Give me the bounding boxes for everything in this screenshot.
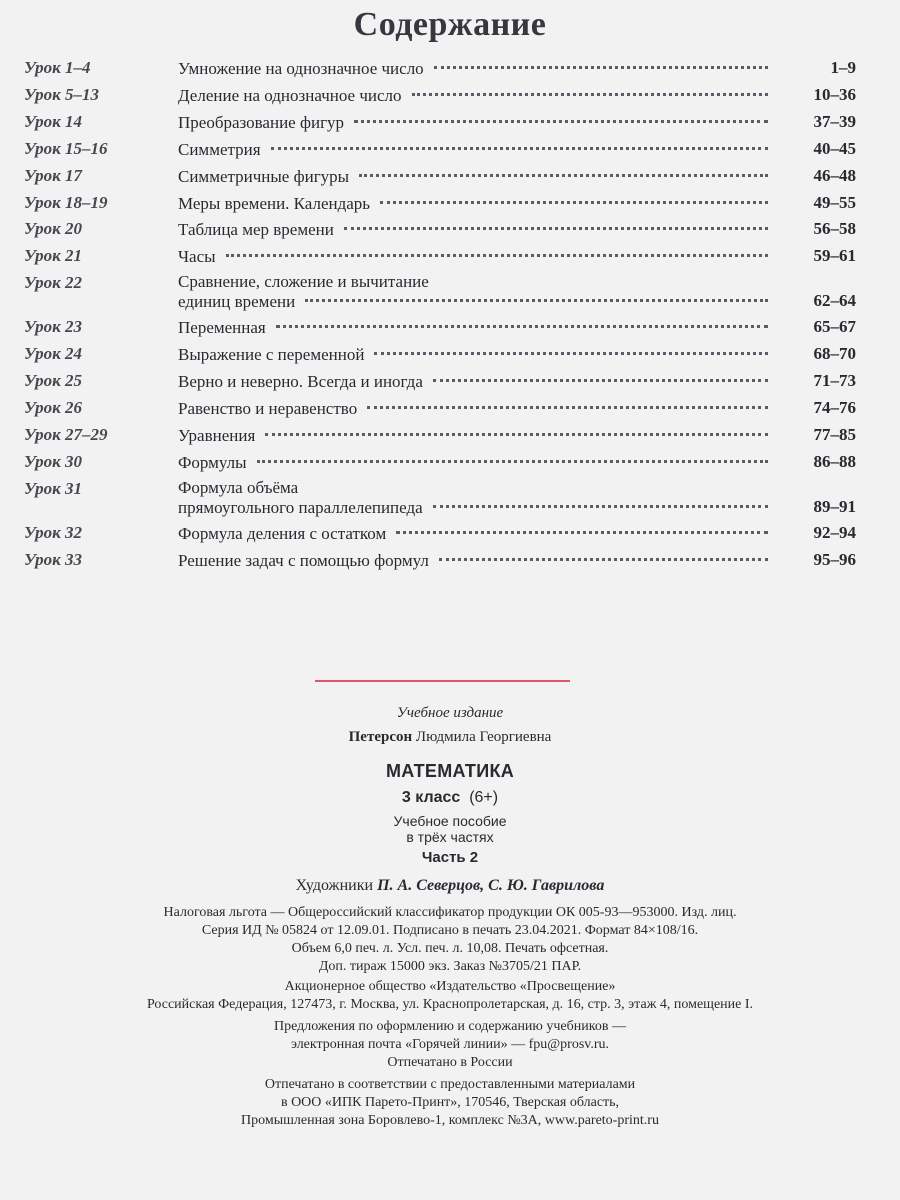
toc-topic (178, 58, 768, 80)
toc-topic-text: прямоугольного параллелепипеда (178, 497, 423, 517)
author-surname: Петерсон (348, 729, 413, 745)
toc-lesson: Урок 27–29 (24, 424, 108, 444)
toc-pages: 37–39 (813, 111, 856, 131)
toc-row (0, 477, 900, 517)
toc-row (0, 452, 900, 476)
toc-row (0, 398, 900, 422)
part-label: Часть 2 (421, 849, 479, 866)
toc-pages: 86–88 (813, 451, 856, 471)
toc-topic (178, 317, 768, 339)
toc-topic (178, 112, 768, 134)
imprint-line: Отпечатано в России (387, 1055, 513, 1070)
toc-topic-text: Симметрия (178, 139, 261, 159)
toc-pages: 1–9 (830, 58, 856, 77)
toc-lesson: Урок 22 (24, 273, 83, 293)
edition-type: Учебное издание (396, 705, 504, 721)
toc-topic (178, 523, 768, 545)
toc-leader-dots (305, 299, 768, 302)
toc-topic-line1: Сравнение, сложение и вычитание (178, 272, 429, 292)
toc-lesson: Урок 18–19 (24, 192, 108, 212)
toc-leader-dots (226, 254, 768, 257)
imprint-line: Объем 6,0 печ. л. Усл. печ. л. 10,08. Печать офсетная. (291, 941, 609, 956)
toc-pages: 40–45 (813, 138, 856, 158)
toc-leader-dots (439, 558, 768, 561)
toc-row (0, 371, 900, 395)
toc-leader-dots (359, 174, 768, 177)
toc-row (0, 246, 900, 270)
toc-pages: 49–55 (813, 192, 856, 212)
toc-pages: 89–91 (813, 496, 856, 516)
toc-leader-dots (354, 120, 768, 123)
toc-topic-text: Равенство и неравенство (178, 398, 358, 418)
toc-lesson: Урок 30 (24, 451, 83, 471)
toc-lesson: Урок 20 (24, 219, 83, 239)
toc-leader-dots (265, 433, 768, 436)
toc-lesson: Урок 17 (24, 165, 83, 185)
toc-pages: 65–67 (813, 317, 856, 337)
toc-lesson: Урок 15–16 (24, 138, 108, 158)
toc-topic (178, 425, 768, 447)
imprint-line: Российская Федерация, 127473, г. Москва, ул. Краснопролетарская, д. 16, стр. 3, этаж 4, помещение I. (146, 997, 754, 1012)
manual-type-line1: Учебное пособие (393, 813, 507, 829)
artists-names: П. А. Северцов, С. Ю. Гаврилова (377, 877, 605, 894)
toc-pages: 95–96 (813, 549, 856, 569)
toc-title: Содержание (353, 6, 547, 43)
author-name: Людмила Георгиевна (415, 729, 552, 745)
toc-pages: 92–94 (813, 522, 856, 542)
imprint-line: Серия ИД № 05824 от 12.09.01. Подписано в печать 23.04.2021. Формат 84×108/16. (201, 923, 699, 938)
toc-lesson: Урок 5–13 (24, 84, 100, 104)
toc-topic (178, 139, 768, 161)
artists-label: Художники (295, 877, 374, 894)
toc-pages: 10–36 (813, 84, 856, 104)
toc-topic-text: Переменная (178, 318, 266, 338)
toc-topic (178, 246, 768, 268)
toc-row (0, 166, 900, 190)
toc-row (0, 58, 900, 82)
toc-topic (178, 344, 768, 366)
author (0, 729, 900, 746)
toc-topic (178, 398, 768, 420)
imprint-line: Промышленная зона Боровлево-1, комплекс №3А, www.pareto-print.ru (241, 1113, 659, 1128)
toc-row (0, 425, 900, 449)
divider-rule (315, 680, 570, 682)
toc-lesson: Урок 32 (24, 522, 83, 542)
toc-topic-text: Меры времени. Календарь (178, 193, 371, 213)
imprint-line: Отпечатано в соответствии с предоставленными материалами (264, 1077, 636, 1092)
toc-pages: 62–64 (813, 291, 856, 311)
age-rating: (6+) (469, 789, 499, 806)
toc-topic (178, 273, 768, 313)
toc-topic-text: Уравнения (178, 425, 256, 445)
toc-leader-dots (271, 147, 768, 150)
toc-leader-dots (380, 201, 768, 204)
toc-topic (178, 193, 768, 215)
toc-topic-text: Деление на однозначное число (178, 85, 402, 105)
toc-topic-text: единиц времени (178, 292, 296, 312)
toc-row (0, 272, 900, 312)
toc-leader-dots (374, 352, 768, 355)
toc-topic-text: Симметричные фигуры (178, 166, 350, 186)
subject-title: МАТЕМАТИКА (385, 761, 515, 781)
toc-leader-dots (276, 325, 768, 328)
toc-lesson: Урок 24 (24, 344, 83, 364)
toc-topic (178, 219, 768, 241)
toc-pages: 77–85 (813, 424, 856, 444)
toc-row (0, 344, 900, 368)
toc-leader-dots (257, 460, 768, 463)
toc-topic-text: Верно и неверно. Всегда и иногда (178, 372, 423, 391)
toc-leader-dots (412, 93, 768, 96)
toc-lesson: Урок 21 (24, 246, 83, 266)
toc-lesson: Урок 23 (24, 317, 83, 337)
toc-topic-text: Таблица мер времени (178, 220, 334, 240)
toc-lesson: Урок 26 (24, 397, 83, 417)
imprint-line: Акционерное общество «Издательство «Просвещение» (284, 979, 616, 994)
toc-topic-text: Формула деления с остатком (178, 523, 387, 543)
toc-pages: 71–73 (813, 371, 856, 390)
artists (0, 877, 900, 895)
toc-pages: 46–48 (813, 165, 856, 185)
toc-row (0, 139, 900, 163)
toc-topic (178, 452, 768, 474)
toc-lesson: Урок 33 (24, 549, 83, 569)
toc-leader-dots (344, 227, 768, 230)
toc-row (0, 219, 900, 243)
toc-lesson: Урок 1–4 (24, 58, 91, 77)
toc-topic (178, 166, 768, 188)
toc-lesson: Урок 31 (24, 478, 83, 498)
toc-topic (178, 85, 768, 107)
toc-pages: 74–76 (813, 397, 856, 417)
toc-row (0, 85, 900, 109)
toc-lesson: Урок 25 (24, 371, 83, 390)
toc-topic-text: Умножение на однозначное число (178, 59, 424, 78)
toc-row (0, 523, 900, 547)
grade (0, 789, 900, 807)
toc-topic-text: Выражение с переменной (178, 345, 365, 365)
toc-leader-dots (433, 379, 768, 382)
toc-leader-dots (434, 66, 768, 69)
imprint-line: Предложения по оформлению и содержанию учебников — (274, 1019, 626, 1034)
toc-row (0, 193, 900, 217)
toc-topic-line1: Формула объёма (178, 477, 299, 497)
toc-topic (178, 550, 768, 572)
toc-topic (178, 371, 768, 393)
toc-leader-dots (433, 505, 768, 508)
toc-row (0, 550, 900, 574)
manual-type-line2: в трёх частях (406, 829, 494, 845)
toc-leader-dots (367, 406, 768, 409)
toc-row (0, 317, 900, 341)
toc-topic-text: Преобразование фигур (178, 112, 345, 132)
toc-topic-text: Формулы (178, 452, 247, 472)
imprint-line: в ООО «ИПК Парето-Принт», 170546, Тверская область, (280, 1095, 620, 1110)
toc-topic-text: Решение задач с помощью формул (178, 550, 429, 570)
toc-leader-dots (396, 531, 768, 534)
toc-pages: 56–58 (813, 219, 856, 239)
toc-row (0, 112, 900, 136)
toc-pages: 59–61 (813, 246, 856, 266)
toc-topic-text: Часы (178, 247, 216, 267)
toc-topic (178, 479, 768, 519)
imprint-line: Налоговая льгота — Общероссийский классификатор продукции ОК 005-93—953000. Изд. лиц. (163, 905, 737, 920)
grade-label: 3 класс (401, 789, 461, 806)
toc-pages: 68–70 (813, 344, 856, 364)
imprint-line: Доп. тираж 15000 экз. Заказ №3705/21 ПАР. (318, 959, 582, 974)
toc-lesson: Урок 14 (24, 111, 83, 131)
imprint-line: электронная почта «Горячей линии» — fpu@prosv.ru. (290, 1037, 610, 1052)
